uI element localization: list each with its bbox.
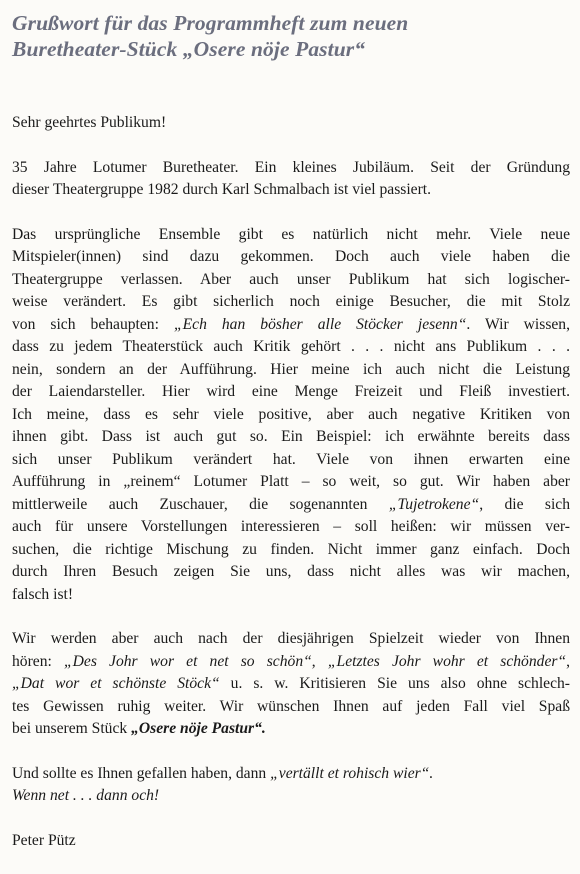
dialect-quote: „Dat wor et schönste Stöck“ [12,675,220,692]
letter-body [12,112,570,852]
paragraph-4 [12,763,570,808]
greeting: Sehr geehrtes Publikum! [12,114,167,131]
line-with-quote: von sich behaupten: „Ech han bösher alle Stöcker jesenn“. Wir wissen, [12,315,571,333]
paragraph-1: 35 Jahre Lotumer Buretheater. Ein kleines Jubiläum. Seit der Gründung dieser Theatergruppe 1982 durch Karl Schmalbach ist viel passiert. [12,158,570,198]
page-title [12,10,570,62]
title-line-2: Buretheater-Stück „Osere nöje Pastur“ [12,37,366,61]
paragraph-2: Das ursprüngliche Ensemble gibt es natürlich nicht mehr. Viele neue Mitspieler(innen) sind dazu gekommen. Doch auch viele haben die Theatergruppe verlassen. Aber auch unser Publikum hat sich logischer- weise verändert. Es gibt sicherlich noch einige Besucher, die mit Stolz von sich behaupten: „Ech han bösher alle Stöcker jesenn“. Wir wissen, dass zu jedem Theaterstück auch Kritik gehört . . . nicht ans Publikum . . . nein, sondern an der Aufführung. Hier meine ich auch nicht die Leistung der Laiendarsteller. Hier wird eine Menge Freizeit und Fleiß investiert. Ich meine, dass es sehr viele positive, aber auch negative Kritiken von ihnen gibt. Dass ist auch gut so. Ein Beispiel: ich erwähnte bereits dass sich unser Publikum verändert hat. Viele von ihnen erwarten eine Aufführung in „reinem“ Lotumer Platt – so weit, so gut. Wir haben aber mittlerweile auch Zuschauer, die sogenannten „Tujetrokene“, die sich auch für unsere Vorstellungen interessieren – soll heißen: wir müssen ver- suchen, die richtige Mischung zu finden. Nicht immer ganz einfach. Doch durch Ihren Besuch zeigen Sie uns, dass nicht alles was wir machen, falsch ist! [12,225,571,603]
line-with-quote: mittlerweile auch Zuschauer, die sogenannten „Tujetrokene“, die sich [12,495,570,513]
paragraph-3: Wir werden aber auch nach der diesjährigen Spielzeit wieder von Ihnen hören: „Des Johr wor et net so schön“, „Letztes Johr wohr et schönder“, „Dat wor et schönste Stöck“ u. s. w. Kritisieren Sie uns also ohne schlech- tes Gewissen ruhig weiter. Wir wünschen Ihnen auf jeden Fall viel Spaß bei unserem Stück „Osere nöje Pastur“. [12,628,570,741]
dialect-quote: „Des Johr wor et net so schön“ [63,652,312,670]
dialect-quote: „Ech han bösher alle Stöcker jesenn“ [173,315,467,333]
line-with-quote: hören: „Des Johr wor et net so schön“, „Letztes Johr wohr et schönder“, [12,652,571,670]
dialect-quote: „Letztes Johr wohr et schönder“ [327,652,567,670]
dialect-quote: „vertällt et rohisch wier“. [270,764,434,782]
signature: Peter Pütz [12,831,76,849]
title-line-1: Grußwort für das Programmheft zum neuen [12,11,409,35]
line-with-quote: „Dat wor et schönste Stöck“ u. s. w. Kritisieren Sie uns also ohne schlech- [12,675,570,692]
line-with-play-title: bei unserem Stück „Osere nöje Pastur“. [12,720,266,737]
closing-line: Wenn net . . . dann och! [12,787,160,804]
line-with-quote: Und sollte es Ihnen gefallen haben, dann „vertällt et rohisch wier“. [12,764,434,782]
dialect-quote: „Tujetrokene“ [388,495,480,513]
play-title: „Osere nöje Pastur“. [131,720,266,737]
